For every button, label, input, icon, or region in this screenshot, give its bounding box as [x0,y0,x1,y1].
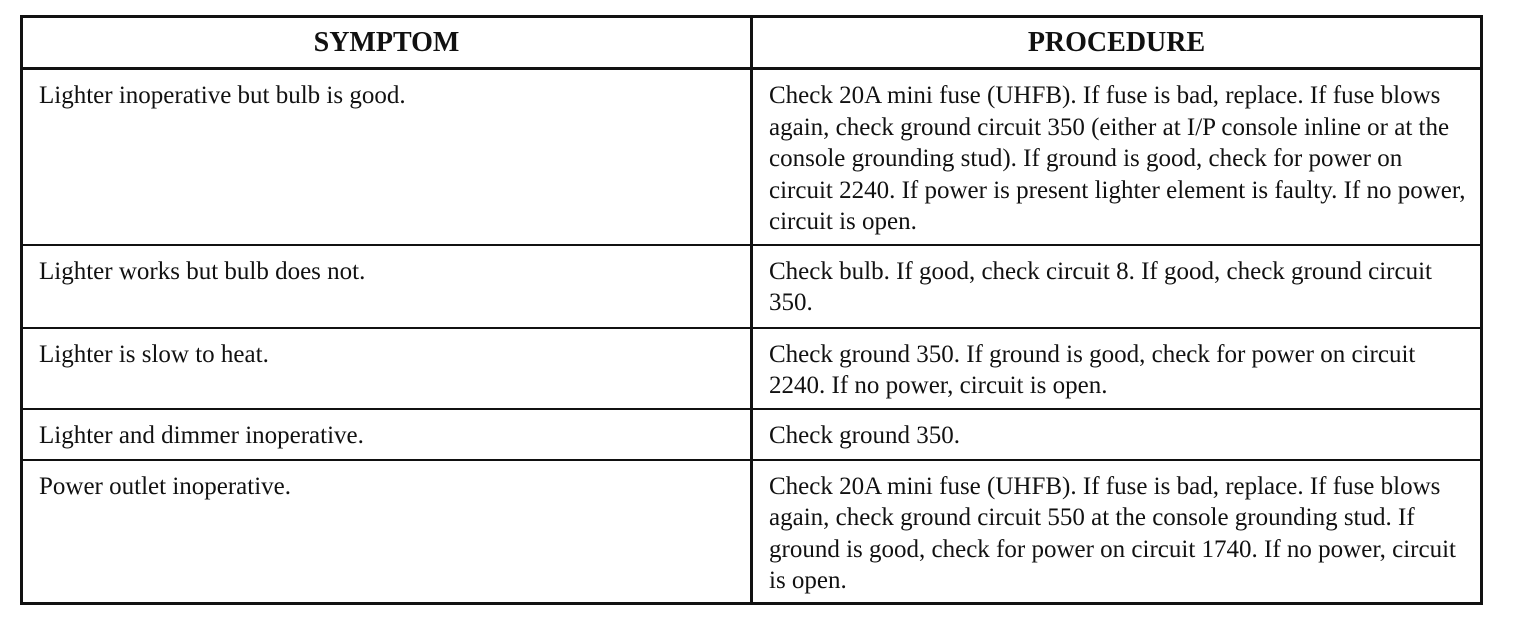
table-row [22,409,1482,460]
symptom-cell: Power outlet inoperative. [22,460,752,604]
table-header-row [22,17,1482,69]
procedure-cell: Check 20A mini fuse (UHFB). If fuse is bad, replace. If fuse blows again, check ground circuit 550 at the console grounding stud. If ground is good, check for power on circuit 1740. If no power, circuit is open. [752,460,1482,604]
table-row [22,245,1482,328]
table-row [22,69,1482,245]
symptom-cell: Lighter and dimmer inoperative. [22,409,752,460]
procedure-column-header: PROCEDURE [752,17,1482,69]
symptom-cell: Lighter works but bulb does not. [22,245,752,328]
symptom-cell: Lighter is slow to heat. [22,328,752,409]
procedure-cell: Check ground 350. [752,409,1482,460]
symptom-column-header: SYMPTOM [22,17,752,69]
table-row [22,460,1482,604]
procedure-cell: Check 20A mini fuse (UHFB). If fuse is bad, replace. If fuse blows again, check ground circuit 350 (either at I/P console inline or at the console grounding stud). If ground is good, check for power on circuit 2240. If power is present lighter element is faulty. If no power, circuit is open. [752,69,1482,245]
table-row [22,328,1482,409]
symptom-cell: Lighter inoperative but bulb is good. [22,69,752,245]
procedure-cell: Check bulb. If good, check circuit 8. If good, check ground circuit 350. [752,245,1482,328]
procedure-cell: Check ground 350. If ground is good, check for power on circuit 2240. If no power, circuit is open. [752,328,1482,409]
troubleshooting-table [20,15,1483,605]
